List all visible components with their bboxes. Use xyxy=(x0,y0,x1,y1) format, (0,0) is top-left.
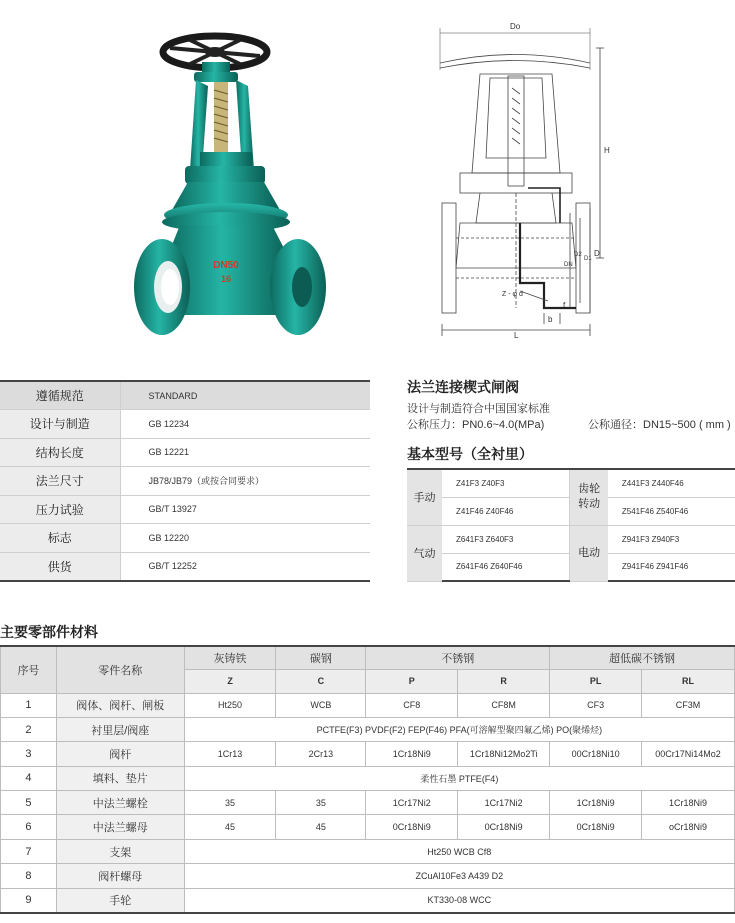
table-row xyxy=(0,410,370,439)
product-title: 法兰连接楔式闸阀 xyxy=(407,379,519,395)
material-cell-span: Ht250 WCB Cf8 xyxy=(184,839,734,863)
basic-models-table xyxy=(407,468,735,582)
right-flange xyxy=(270,239,326,335)
standards-key: 标志 xyxy=(0,524,120,553)
table-row xyxy=(1,888,735,912)
dim-dn: DN xyxy=(564,262,573,268)
table-row xyxy=(0,495,370,524)
row-no: 8 xyxy=(1,864,57,888)
standards-value: GB/T 13927 xyxy=(120,495,370,524)
dim-d2: D2 xyxy=(574,252,582,258)
left-flange xyxy=(134,239,190,335)
standards-key: 法兰尺寸 xyxy=(0,467,120,496)
model-code: Z541F46 Z540F46 xyxy=(608,497,735,525)
row-no: 9 xyxy=(1,888,57,912)
part-name: 中法兰螺栓 xyxy=(56,791,184,815)
material-cell-span: PCTFE(F3) PVDF(F2) FEP(F46) PFA(可溶解型聚四氟乙烯) PO(聚烯烃) xyxy=(184,717,734,741)
table-row xyxy=(1,742,735,766)
header-code: C xyxy=(276,669,366,693)
part-name: 中法兰螺母 xyxy=(56,815,184,839)
standards-value: JB78/JB79（或按合同要求） xyxy=(120,467,370,496)
dim-z-phi-d: Z - φ d xyxy=(502,291,523,298)
dim-f: f xyxy=(563,301,566,310)
valve-photo xyxy=(130,10,370,360)
row-no: 5 xyxy=(1,791,57,815)
table-header-row xyxy=(1,646,735,669)
header-stainless: 不锈钢 xyxy=(366,646,550,669)
table-row xyxy=(1,766,735,790)
materials-table xyxy=(0,645,735,914)
header-low-carbon-stainless: 超低碳不锈钢 xyxy=(550,646,735,669)
row-no: 7 xyxy=(1,839,57,863)
model-code: Z941F46 Z941F46 xyxy=(608,553,735,581)
standards-key: 设计与制造 xyxy=(0,410,120,439)
table-row xyxy=(1,815,735,839)
material-cell: CF8 xyxy=(366,693,458,717)
model-code: Z641F3 Z640F3 xyxy=(442,525,570,553)
table-row xyxy=(0,524,370,553)
model-category-pneumatic: 气动 xyxy=(407,525,442,581)
row-no: 3 xyxy=(1,742,57,766)
material-cell: 0Cr18Ni9 xyxy=(550,815,642,839)
dim-b: b xyxy=(548,315,553,324)
header-code: PL xyxy=(550,669,642,693)
dim-do: Do xyxy=(510,22,521,31)
gear-label-1: 齿轮 xyxy=(578,483,601,496)
standards-key: 压力试验 xyxy=(0,495,120,524)
material-cell: 1Cr18Ni9 xyxy=(366,742,458,766)
standards-key: 供货 xyxy=(0,552,120,581)
dim-h: H xyxy=(604,146,610,155)
header-part-name: 零件名称 xyxy=(56,646,184,693)
material-cell: 1Cr18Ni12Mo2Ti xyxy=(458,742,550,766)
yoke xyxy=(185,62,265,184)
material-cell: 1Cr13 xyxy=(184,742,276,766)
dimension-drawing xyxy=(420,8,620,338)
material-cell: 1Cr17Ni2 xyxy=(366,791,458,815)
part-name: 阀体、阀杆、闸板 xyxy=(56,693,184,717)
design-standard-text: 设计与制造符合中国国家标准 xyxy=(407,403,550,415)
part-name: 支架 xyxy=(56,839,184,863)
table-row xyxy=(0,381,370,410)
model-category-electric: 电动 xyxy=(570,525,608,581)
header-carbon-steel: 碳钢 xyxy=(276,646,366,669)
header-code: R xyxy=(458,669,550,693)
standards-key: 遵循规范 xyxy=(0,381,120,410)
header-code: Z xyxy=(184,669,276,693)
nominal-pressure-text: 公称压力：PN0.6~4.0(MPa) xyxy=(407,419,545,431)
materials-title: 主要零部件材料 xyxy=(0,624,98,640)
part-name: 手轮 xyxy=(56,888,184,912)
material-cell: oCr18Ni9 xyxy=(642,815,735,839)
material-cell: 1Cr18Ni9 xyxy=(550,791,642,815)
material-cell: CF3 xyxy=(550,693,642,717)
dim-d: D xyxy=(594,249,600,258)
row-no: 4 xyxy=(1,766,57,790)
material-cell: CF3M xyxy=(642,693,735,717)
header-no: 序号 xyxy=(1,646,57,693)
table-row xyxy=(1,693,735,717)
header-gray-iron: 灰铸铁 xyxy=(184,646,276,669)
material-cell: 2Cr13 xyxy=(276,742,366,766)
table-row xyxy=(1,717,735,741)
standards-value: STANDARD xyxy=(120,381,370,410)
row-no: 1 xyxy=(1,693,57,717)
material-cell: CF8M xyxy=(458,693,550,717)
material-cell: 45 xyxy=(276,815,366,839)
table-row xyxy=(407,525,735,553)
standards-value: GB 12234 xyxy=(120,410,370,439)
model-code: Z41F46 Z40F46 xyxy=(442,497,570,525)
part-name: 阀杆 xyxy=(56,742,184,766)
table-row xyxy=(407,469,735,497)
model-code: Z41F3 Z40F3 xyxy=(442,469,570,497)
material-cell: Ht250 xyxy=(184,693,276,717)
body-marking-dn: DN50 xyxy=(213,260,239,271)
material-cell: 00Cr18Ni10 xyxy=(550,742,642,766)
bonnet xyxy=(162,182,290,232)
table-row xyxy=(1,864,735,888)
table-row xyxy=(0,552,370,581)
material-cell: 35 xyxy=(276,791,366,815)
standards-key: 结构长度 xyxy=(0,438,120,467)
material-cell: 00Cr17Ni14Mo2 xyxy=(642,742,735,766)
standards-table xyxy=(0,380,370,582)
part-name: 阀杆螺母 xyxy=(56,864,184,888)
basic-models-title: 基本型号（全衬里） xyxy=(407,446,533,462)
body-marking-pn: 16 xyxy=(220,274,232,284)
table-row xyxy=(0,467,370,496)
standards-value: GB/T 12252 xyxy=(120,552,370,581)
header-code: P xyxy=(366,669,458,693)
header-code: RL xyxy=(642,669,735,693)
table-row xyxy=(1,791,735,815)
material-cell: 0Cr18Ni9 xyxy=(458,815,550,839)
model-category-manual: 手动 xyxy=(407,469,442,525)
material-cell-span: KT330-08 WCC xyxy=(184,888,734,912)
table-row xyxy=(1,839,735,863)
model-code: Z441F3 Z440F46 xyxy=(608,469,735,497)
gear-label-2: 转动 xyxy=(578,498,601,511)
material-cell-span: ZCuAl10Fe3 A439 D2 xyxy=(184,864,734,888)
material-cell: WCB xyxy=(276,693,366,717)
material-cell-span: 柔性石墨 PTFE(F4) xyxy=(184,766,734,790)
material-cell: 1Cr18Ni9 xyxy=(642,791,735,815)
part-name: 填料、垫片 xyxy=(56,766,184,790)
model-code: Z941F3 Z940F3 xyxy=(608,525,735,553)
material-cell: 45 xyxy=(184,815,276,839)
row-no: 2 xyxy=(1,717,57,741)
material-cell: 35 xyxy=(184,791,276,815)
nominal-diameter-text: 公称通径：DN15~500 ( mm ) xyxy=(588,419,731,431)
model-category-gear xyxy=(570,469,608,525)
material-cell: 0Cr18Ni9 xyxy=(366,815,458,839)
standards-value: GB 12220 xyxy=(120,524,370,553)
dim-l: L xyxy=(514,331,519,338)
material-cell: 1Cr17Ni2 xyxy=(458,791,550,815)
table-row xyxy=(0,438,370,467)
dim-d1: D1 xyxy=(584,256,592,262)
row-no: 6 xyxy=(1,815,57,839)
part-name: 衬里层/阀座 xyxy=(56,717,184,741)
standards-value: GB 12221 xyxy=(120,438,370,467)
model-code: Z641F46 Z640F46 xyxy=(442,553,570,581)
